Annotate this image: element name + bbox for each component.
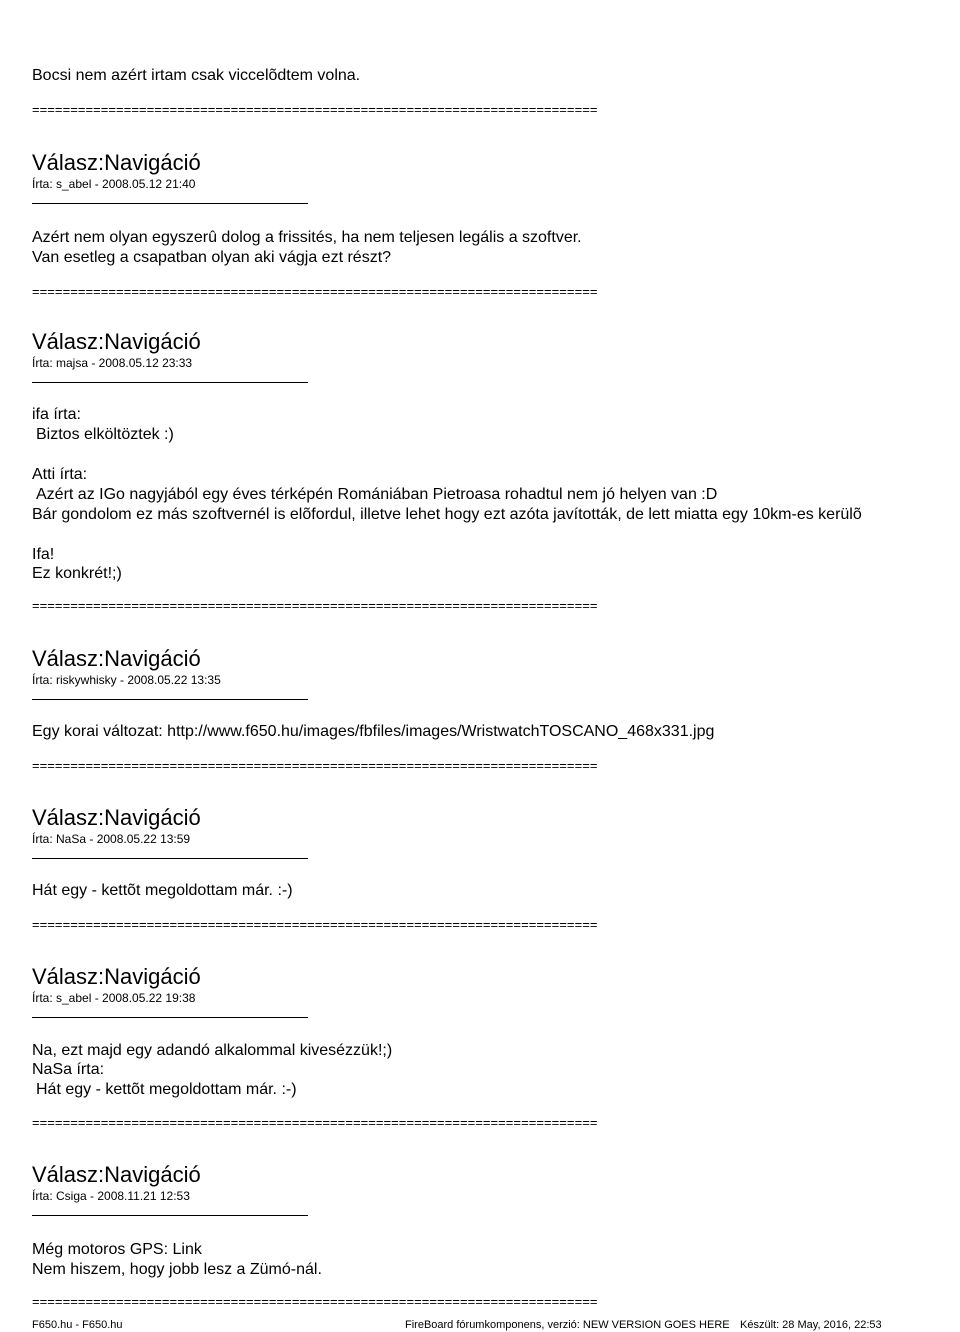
quote-author: Atti írta:	[32, 466, 88, 483]
post-body-line: Még motoros GPS: Link	[32, 1241, 202, 1258]
quote-text: Biztos elköltöztek :)	[36, 426, 174, 443]
quote-author: ifa írta:	[32, 406, 81, 423]
footer-component: FireBoard fórumkomponens, verzió: NEW VERSION GOES HERE	[405, 1319, 730, 1331]
intro-text: Bocsi nem azért irtam csak viccelõdtem volna.	[32, 67, 361, 84]
post-divider	[32, 858, 308, 859]
post-title: Válasz:Navigáció	[32, 646, 201, 671]
post-divider	[32, 382, 308, 383]
post-divider	[32, 1215, 308, 1216]
post-body-line: Azért nem olyan egyszerû dolog a frissités, ha nem teljesen legális a szoftver.	[32, 229, 582, 246]
post-meta: Írta: Csiga - 2008.11.21 12:53	[32, 1189, 190, 1203]
post-body-line: Van esetleg a csapatban olyan aki vágja ezt részt?	[32, 249, 392, 266]
footer-site: F650.hu - F650.hu	[32, 1319, 123, 1331]
post-separator: ==========================================================================	[32, 1115, 598, 1130]
post-meta: Írta: s_abel - 2008.05.22 19:38	[32, 991, 196, 1005]
post-title: Válasz:Navigáció	[32, 964, 201, 989]
post-body-line: Nem hiszem, hogy jobb lesz a Zümó-nál.	[32, 1261, 322, 1278]
post-body-line: Na, ezt majd egy adandó alkalommal kivesézzük!;)	[32, 1042, 393, 1059]
footer-generated: Készült: 28 May, 2016, 22:53	[740, 1319, 882, 1331]
post-separator: ==========================================================================	[32, 758, 598, 773]
post-meta: Írta: s_abel - 2008.05.12 21:40	[32, 177, 196, 191]
quote-text: Bár gondolom ez más szoftvernél is elõfordul, illetve lehet hogy ezt azóta javították, de lett miatta egy 10km-es kerülõ	[32, 506, 862, 523]
post-title: Válasz:Navigáció	[32, 150, 201, 175]
post-meta: Írta: majsa - 2008.05.12 23:33	[32, 356, 193, 370]
post-body-line: Hát egy - kettõt megoldottam már. :-)	[32, 882, 293, 899]
post-separator: ==========================================================================	[32, 284, 598, 299]
quote-author: NaSa írta:	[32, 1061, 105, 1078]
post-body-line: Egy korai változat: http://www.f650.hu/images/fbfiles/images/WristwatchTOSCANO_468x331.jpg	[32, 723, 715, 740]
post-divider	[32, 203, 308, 204]
post-body-line: Ez konkrét!;)	[32, 565, 122, 582]
post-separator: ==========================================================================	[32, 1294, 598, 1309]
post-separator: ==========================================================================	[32, 598, 598, 613]
post-body-line: Ifa!	[32, 546, 55, 563]
post-meta: Írta: riskywhisky - 2008.05.22 13:35	[32, 673, 221, 687]
post-title: Válasz:Navigáció	[32, 1162, 201, 1187]
quote-text: Azért az IGo nagyjából egy éves térképén Romániában Pietroasa rohadtul nem jó helyen van :D	[36, 486, 718, 503]
post-separator: ==========================================================================	[32, 917, 598, 932]
post-title: Válasz:Navigáció	[32, 329, 201, 354]
post-separator: ==========================================================================	[32, 102, 598, 117]
quote-text: Hát egy - kettõt megoldottam már. :-)	[36, 1081, 297, 1098]
post-meta: Írta: NaSa - 2008.05.22 13:59	[32, 832, 191, 846]
post-divider	[32, 699, 308, 700]
post-title: Válasz:Navigáció	[32, 805, 201, 830]
post-divider	[32, 1017, 308, 1018]
